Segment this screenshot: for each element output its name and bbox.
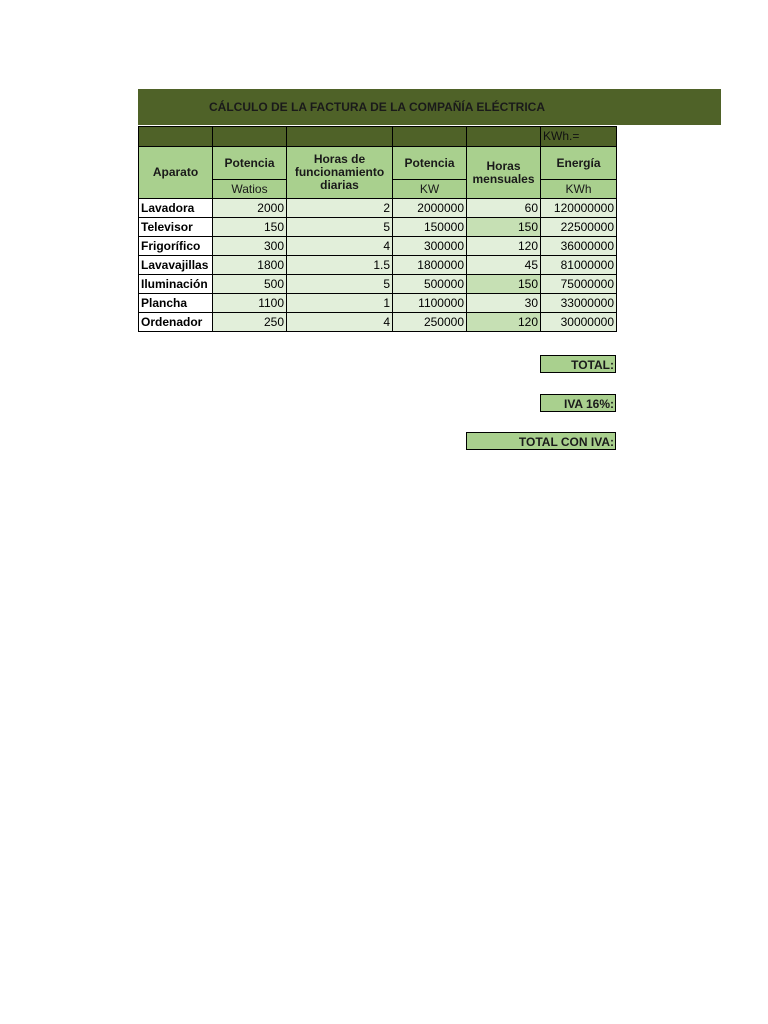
header-potencia-kw[interactable]: Potencia xyxy=(393,147,467,180)
cell-horas-mensuales[interactable]: 45 xyxy=(467,256,541,275)
cell-potencia-kw[interactable]: 2000000 xyxy=(393,199,467,218)
cell-energia[interactable]: 75000000 xyxy=(541,275,617,294)
cell-potencia-kw[interactable]: 150000 xyxy=(393,218,467,237)
header-aparato[interactable]: Aparato xyxy=(139,147,213,199)
cell-potencia[interactable]: 2000 xyxy=(213,199,287,218)
cell-energia[interactable]: 36000000 xyxy=(541,237,617,256)
table-row xyxy=(139,294,617,313)
cell-potencia-kw[interactable]: 500000 xyxy=(393,275,467,294)
cell-potencia[interactable]: 300 xyxy=(213,237,287,256)
cell-aparato[interactable]: Lavadora xyxy=(139,199,213,218)
cell-horas-mensuales[interactable]: 150 xyxy=(467,218,541,237)
kwh-label-cell[interactable]: KWh.= xyxy=(541,127,617,147)
cell-aparato[interactable]: Ordenador xyxy=(139,313,213,332)
cell-horas[interactable]: 5 xyxy=(287,275,393,294)
cell-horas-mensuales[interactable]: 30 xyxy=(467,294,541,313)
cell-energia[interactable]: 30000000 xyxy=(541,313,617,332)
band-cell[interactable] xyxy=(287,127,393,147)
top-band-row xyxy=(139,127,617,147)
cell-horas-mensuales[interactable]: 120 xyxy=(467,237,541,256)
cell-aparato[interactable]: Plancha xyxy=(139,294,213,313)
unit-kwh[interactable]: KWh xyxy=(541,180,617,199)
cell-horas[interactable]: 1 xyxy=(287,294,393,313)
cell-aparato[interactable]: Televisor xyxy=(139,218,213,237)
table-row xyxy=(139,237,617,256)
table-row xyxy=(139,256,617,275)
band-cell[interactable] xyxy=(393,127,467,147)
cell-horas[interactable]: 5 xyxy=(287,218,393,237)
table-row xyxy=(139,218,617,237)
total-cell[interactable]: TOTAL: xyxy=(540,355,616,373)
cell-horas-mensuales[interactable]: 60 xyxy=(467,199,541,218)
cell-horas-mensuales[interactable]: 150 xyxy=(467,275,541,294)
title-band xyxy=(138,89,721,125)
cell-aparato[interactable]: Iluminación xyxy=(139,275,213,294)
cell-energia[interactable]: 22500000 xyxy=(541,218,617,237)
header-potencia[interactable]: Potencia xyxy=(213,147,287,180)
band-cell[interactable] xyxy=(139,127,213,147)
cell-aparato[interactable]: Lavavajillas xyxy=(139,256,213,275)
cell-horas[interactable]: 4 xyxy=(287,313,393,332)
header-horas-mensuales[interactable]: Horas mensuales xyxy=(467,147,541,199)
cell-potencia-kw[interactable]: 1800000 xyxy=(393,256,467,275)
sheet-title: CÁLCULO DE LA FACTURA DE LA COMPAÑÍA ELÉCTRICA xyxy=(209,100,545,114)
table-row xyxy=(139,199,617,218)
header-horas-funcionamiento[interactable]: Horas de funcionamiento diarias xyxy=(287,147,393,199)
band-cell[interactable] xyxy=(213,127,287,147)
cell-potencia-kw[interactable]: 300000 xyxy=(393,237,467,256)
cell-energia[interactable]: 33000000 xyxy=(541,294,617,313)
cell-potencia[interactable]: 250 xyxy=(213,313,287,332)
cell-potencia[interactable]: 1100 xyxy=(213,294,287,313)
cell-potencia[interactable]: 150 xyxy=(213,218,287,237)
cell-horas[interactable]: 1.5 xyxy=(287,256,393,275)
table-row xyxy=(139,313,617,332)
cell-potencia-kw[interactable]: 1100000 xyxy=(393,294,467,313)
header-energia[interactable]: Energía xyxy=(541,147,617,180)
cell-potencia[interactable]: 500 xyxy=(213,275,287,294)
total-con-iva-cell[interactable]: TOTAL CON IVA: xyxy=(466,432,616,450)
unit-kw[interactable]: KW xyxy=(393,180,467,199)
cell-aparato[interactable]: Frigorífico xyxy=(139,237,213,256)
cell-potencia[interactable]: 1800 xyxy=(213,256,287,275)
cell-energia[interactable]: 120000000 xyxy=(541,199,617,218)
table-row xyxy=(139,275,617,294)
cell-horas[interactable]: 2 xyxy=(287,199,393,218)
cell-energia[interactable]: 81000000 xyxy=(541,256,617,275)
cell-potencia-kw[interactable]: 250000 xyxy=(393,313,467,332)
cell-horas[interactable]: 4 xyxy=(287,237,393,256)
cell-horas-mensuales[interactable]: 120 xyxy=(467,313,541,332)
invoice-table xyxy=(138,126,617,332)
header-row xyxy=(139,147,617,180)
iva-cell[interactable]: IVA 16%: xyxy=(540,394,616,412)
unit-watios[interactable]: Watios xyxy=(213,180,287,199)
band-cell[interactable] xyxy=(467,127,541,147)
